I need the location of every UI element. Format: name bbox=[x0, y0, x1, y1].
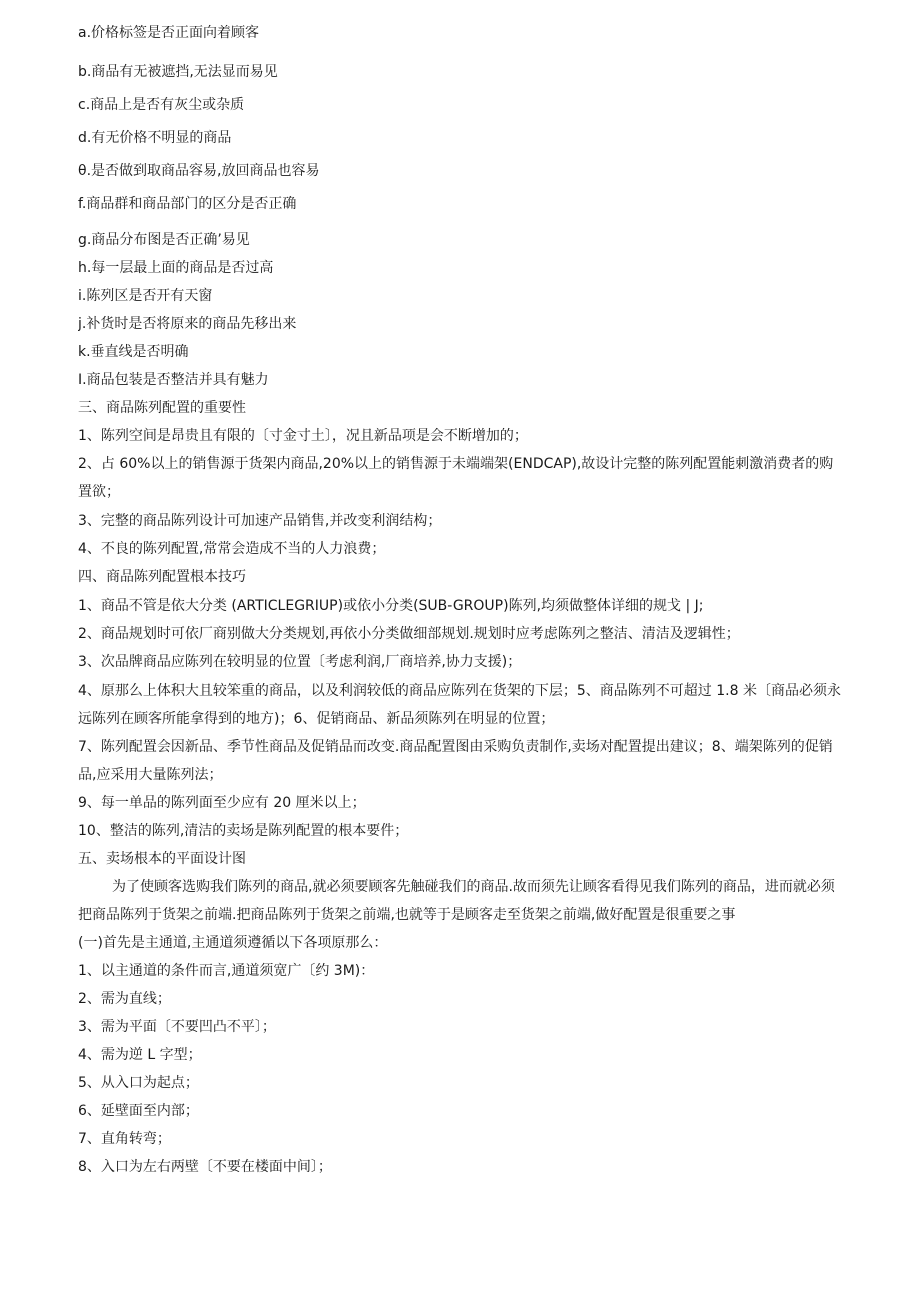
section5-item-3: 3、需为平面〔不要凹凸不平〕； bbox=[78, 1019, 276, 1035]
section5-heading: 五、卖场根本的平面设计图 bbox=[78, 851, 246, 867]
checklist-item-a: a.价格标签是否正面向着顾客 bbox=[78, 25, 260, 41]
section4-item-3: 3、次品牌商品应陈列在较明显的位置〔考虑利润,厂商培养,协力支援)； bbox=[78, 654, 522, 670]
checklist-item-d: d.有无价格不明显的商品 bbox=[78, 130, 232, 146]
checklist-item-l: I.商品包装是否整洁并具有魅力 bbox=[78, 372, 269, 388]
section5-intro: 为了使顾客选购我们陈列的商品,就必须要顾客先触碰我们的商品.故而须先让顾客看得见我们陈列的商品，进而就必须把商品陈列于货架之前端.把商品陈列于货架之前端,也就等于是顾客走至货架之前端,做好配置是很重要之事 bbox=[78, 879, 835, 923]
section4-item-7: 7、陈列配置会因新品、季节性商品及促销品而改变.商品配置图由采购负责制作,卖场对配置提出建议；8、端架陈列的促销品,应采用大量陈列法； bbox=[78, 739, 833, 783]
section5-item-2: 2、需为直线； bbox=[78, 991, 171, 1007]
section4-item-10: 10、整洁的陈列,清洁的卖场是陈列配置的根本要件； bbox=[78, 823, 409, 839]
section3-item-2: 2、占 60%以上的销售源于货架内商品,20%以上的销售源于未端端架(ENDCAP),故设计完整的陈列配置能刺激消费者的购置欲； bbox=[78, 456, 834, 500]
checklist-item-e: θ.是否做到取商品容易,放回商品也容易 bbox=[78, 163, 320, 179]
section3-item-4: 4、不良的陈列配置,常常会造成不当的人力浪费； bbox=[78, 541, 386, 557]
section3-heading: 三、商品陈列配置的重要性 bbox=[78, 400, 246, 416]
section4-heading: 四、商品陈列配置根本技巧 bbox=[78, 569, 246, 585]
section4-item-2: 2、商品规划时可依厂商别做大分类规划,再依小分类做细部规划.规划时应考虑陈列之整洁、清洁及逻辑性； bbox=[78, 626, 740, 642]
section5-subheading: (一)首先是主通道,主通道须遵循以下各项原那么： bbox=[78, 935, 388, 951]
section4-item-1: 1、商品不管是依大分类 (ARTICLEGRIUP)或依小分类(SUB-GROUP)陈列,均须做整体详细的规戈 | J; bbox=[78, 598, 704, 614]
section5-item-1: 1、以主通道的条件而言,通道须宽广〔约 3M)： bbox=[78, 963, 375, 979]
checklist-item-f: f.商品群和商品部门的区分是否正确 bbox=[78, 196, 297, 212]
checklist-item-j: j.补货时是否将原来的商品先移出来 bbox=[78, 316, 297, 332]
section3-item-3: 3、完整的商品陈列设计可加速产品销售,并改变利润结构； bbox=[78, 513, 442, 529]
checklist-item-c: c.商品上是否有灰尘或杂质 bbox=[78, 97, 245, 113]
checklist-item-g: g.商品分布图是否正确’易见 bbox=[78, 232, 250, 248]
section5-item-4: 4、需为逆 L 字型； bbox=[78, 1047, 202, 1063]
checklist-item-b: b.商品有无被遮挡,无法显而易见 bbox=[78, 64, 278, 80]
section4-item-4: 4、原那么上体积大且较笨重的商品，以及利润较低的商品应陈列在货架的下层；5、商品陈列不可超过 1.8 米〔商品必须永远陈列在顾客所能拿得到的地方)；6、促销商品、新品须陈列在明显的位置； bbox=[78, 683, 841, 727]
checklist-item-i: i.陈列区是否开有天窗 bbox=[78, 288, 213, 304]
section4-item-9: 9、每一单品的陈列面至少应有 20 厘米以上； bbox=[78, 795, 366, 811]
section5-item-6: 6、延壁面至内部； bbox=[78, 1103, 199, 1119]
section5-item-7: 7、直角转弯； bbox=[78, 1131, 171, 1147]
section5-item-8: 8、入口为左右两壁〔不要在楼面中间〕； bbox=[78, 1159, 332, 1175]
checklist-item-k: k.垂直线是否明确 bbox=[78, 344, 189, 360]
checklist-item-h: h.每一层最上面的商品是否过高 bbox=[78, 260, 274, 276]
section5-item-5: 5、从入口为起点； bbox=[78, 1075, 199, 1091]
section3-item-1: 1、陈列空间是昂贵且有限的〔寸金寸土〕，况且新品项是会不断增加的； bbox=[78, 428, 528, 444]
